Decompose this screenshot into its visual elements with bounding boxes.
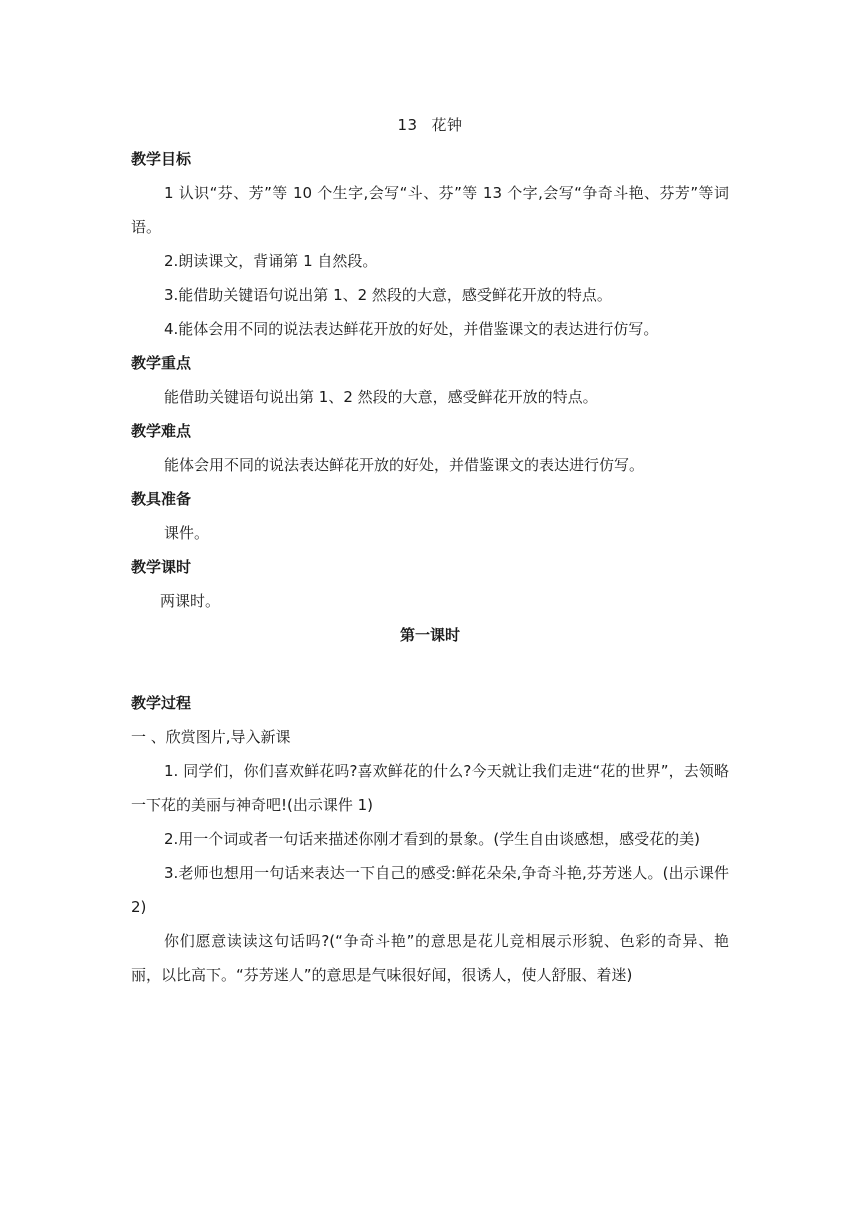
materials-heading: 教具准备 bbox=[131, 490, 192, 508]
materials-text: 课件。 bbox=[164, 524, 210, 542]
periods-text: 两课时。 bbox=[160, 592, 221, 610]
difficulties-heading: 教学难点 bbox=[131, 422, 192, 440]
document-body bbox=[131, 108, 729, 992]
process-section-1: 一 、欣赏图片,导入新课 bbox=[131, 728, 291, 746]
process-heading: 教学过程 bbox=[131, 694, 192, 712]
objective-item-3: 3.能借助关键语句说出第 1、2 然段的大意，感受鲜花开放的特点。 bbox=[164, 286, 612, 304]
key-points-text: 能借助关键语句说出第 1、2 然段的大意，感受鲜花开放的特点。 bbox=[164, 388, 598, 406]
first-period-heading: 第一课时 bbox=[399, 626, 460, 644]
process-paragraph-1: 1. 同学们，你们喜欢鲜花吗?喜欢鲜花的什么?今天就让我们走进“花的世界”，去领略一下花的美丽与神奇吧!(出示课件 1) bbox=[131, 762, 729, 814]
objectives-heading: 教学目标 bbox=[131, 150, 192, 168]
difficulties-text: 能体会用不同的说法表达鲜花开放的好处，并借鉴课文的表达进行仿写。 bbox=[164, 456, 645, 474]
process-paragraph-2: 2.用一个词或者一句话来描述你刚才看到的景象。(学生自由谈感想，感受花的美) bbox=[164, 830, 701, 848]
lesson-name: 花钟 bbox=[431, 116, 463, 134]
periods-heading: 教学课时 bbox=[131, 558, 192, 576]
key-points-heading: 教学重点 bbox=[131, 354, 192, 372]
blank-line bbox=[131, 652, 729, 686]
process-paragraph-3: 3.老师也想用一句话来表达一下自己的感受:鲜花朵朵,争奇斗艳,芬芳迷人。(出示课件 2) bbox=[131, 864, 729, 916]
objective-item-1: 1 认识“芬、芳”等 10 个生字,会写“斗、芬”等 13 个字,会写“争奇斗艳、芬芳”等词语。 bbox=[131, 184, 729, 236]
process-paragraph-4: 你们愿意读读这句话吗?(“争奇斗艳”的意思是花儿竞相展示形貌、色彩的奇异、艳丽，以比高下。“芬芳迷人”的意思是气味很好闻，很诱人，使人舒服、着迷) bbox=[131, 932, 729, 984]
lesson-title bbox=[131, 108, 729, 142]
objective-item-4: 4.能体会用不同的说法表达鲜花开放的好处，并借鉴课文的表达进行仿写。 bbox=[164, 320, 659, 338]
lesson-number: 13 bbox=[397, 116, 418, 134]
objective-item-2: 2.朗读课文，背诵第 1 自然段。 bbox=[164, 252, 378, 270]
